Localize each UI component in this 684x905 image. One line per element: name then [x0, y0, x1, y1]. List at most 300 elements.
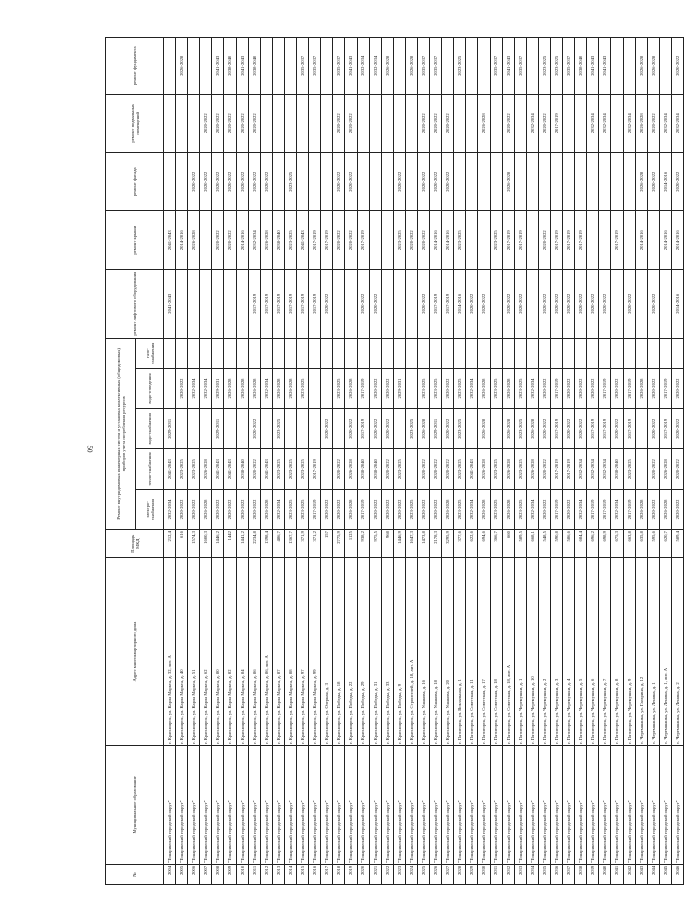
cell-elec: 2020-2022	[671, 489, 683, 529]
cell-facade	[321, 153, 333, 211]
cell-address: г. Красноярск, ул. Карла Маркса, д. 62	[200, 558, 212, 746]
cell-lift	[345, 269, 357, 338]
cell-address: г. Пятигорск, ул. Советская, д. 11	[466, 558, 478, 746]
cell-heat: 2026-2028	[659, 449, 671, 489]
cell-num: 2024	[405, 864, 417, 884]
cell-address: г. Красноярск, ул. Победы, д. 18	[333, 558, 345, 746]
cell-area: 660	[502, 530, 514, 558]
col-gas-header: газо-снабжения	[136, 338, 164, 368]
table-row	[393, 38, 405, 885]
cell-municipality: "Тонаринский городской округ"	[647, 745, 659, 864]
cell-roof	[526, 211, 538, 269]
cell-gas	[671, 338, 683, 368]
table-row	[212, 38, 224, 885]
cell-heat	[635, 449, 647, 489]
cell-foundation: 2035-2037	[563, 38, 575, 95]
cell-basement	[369, 94, 381, 152]
cell-num: 2041	[611, 864, 623, 884]
cell-elec: 2020-2022	[188, 489, 200, 529]
cell-sewage: 2029-2031	[212, 368, 224, 408]
cell-basement: 2020-2022	[212, 94, 224, 152]
cell-elec: 2020-2022	[393, 489, 405, 529]
cell-facade	[272, 153, 284, 211]
cell-sewage: 2020-2022	[647, 368, 659, 408]
cell-gas	[236, 338, 248, 368]
cell-foundation	[393, 38, 405, 95]
cell-gas	[176, 338, 188, 368]
cell-roof: 2020-2022	[417, 211, 429, 269]
cell-lift: 2020-2022	[357, 269, 369, 338]
cell-area: 1441,2	[236, 530, 248, 558]
cell-foundation: 2038-2040	[248, 38, 260, 95]
cell-gas	[611, 338, 623, 368]
cell-area: 371,2	[309, 530, 321, 558]
cell-roof	[381, 211, 393, 269]
cell-roof: 2020-2022	[345, 211, 357, 269]
cell-cold-water: 2017-2019	[587, 409, 599, 449]
cell-municipality: "Тонаринский городской округ"	[164, 745, 176, 864]
cell-num: 2037	[563, 864, 575, 884]
cell-address: г. Красноярск, ул. Карла Маркса, д. 86	[248, 558, 260, 746]
cell-basement	[272, 94, 284, 152]
cell-elec: 2026-2028	[502, 489, 514, 529]
cell-elec: 2020-2022	[333, 489, 345, 529]
cell-municipality: "Тонаринский городской округ"	[236, 745, 248, 864]
cell-basement	[260, 94, 272, 152]
cell-sewage: 2023-2025	[514, 368, 526, 408]
cell-basement: 2032-2034	[659, 94, 671, 152]
cell-roof: 2017-2019	[551, 211, 563, 269]
cell-gas	[659, 338, 671, 368]
cell-municipality: "Тонаринский городской округ"	[430, 745, 442, 864]
cell-heat: 2041-2043	[212, 449, 224, 489]
cell-address: г. Красноярск, ул. Карла Маркса, д. 80	[212, 558, 224, 746]
cell-address: г. Пятигорск, ул. Черемушки, д. 5	[575, 558, 587, 746]
table-row	[176, 38, 188, 885]
cell-lift: 2020-2022	[647, 269, 659, 338]
cell-area: 366,7	[490, 530, 502, 558]
cell-roof: 2014-2016	[430, 211, 442, 269]
cell-heat: 2020-2022	[430, 449, 442, 489]
cell-cold-water	[393, 409, 405, 449]
cell-gas	[599, 338, 611, 368]
cell-facade	[575, 153, 587, 211]
col-roof-header: ремонт крыши	[106, 211, 164, 269]
table-row	[417, 38, 429, 885]
cell-foundation: 2032-2034	[357, 38, 369, 95]
cell-sewage: 2026-2028	[284, 368, 296, 408]
cell-cold-water: 2017-2019	[659, 409, 671, 449]
cell-sewage: 2020-2022	[587, 368, 599, 408]
cell-facade	[309, 153, 321, 211]
cell-basement	[393, 94, 405, 152]
cell-foundation: 2026-2028	[647, 38, 659, 95]
cell-foundation	[284, 38, 296, 95]
table-row	[538, 38, 550, 885]
cell-sewage: 2020-2022	[442, 368, 454, 408]
cell-lift	[236, 269, 248, 338]
col-municipality-header: Муниципальное образование	[106, 745, 164, 864]
col-cold-water-header: водо-снабжения	[136, 409, 164, 449]
table-row	[309, 38, 321, 885]
cell-foundation: 2041-2043	[599, 38, 611, 95]
cell-lift: 2020-2022	[587, 269, 599, 338]
cell-sewage: 2026-2028	[248, 368, 260, 408]
cell-roof: 2014-2016	[442, 211, 454, 269]
cell-municipality: "Тонаринский городской округ"	[212, 745, 224, 864]
cell-foundation: 2038-2040	[575, 38, 587, 95]
cell-cold-water	[176, 409, 188, 449]
cell-cold-water: 2017-2019	[357, 409, 369, 449]
cell-gas	[297, 338, 309, 368]
cell-address: г. Красноярск, ул. Озерная, д. 3	[321, 558, 333, 746]
cell-num: 2009	[224, 864, 236, 884]
cell-address: г. Пятигорск, ул. Черемушки, д. 4	[563, 558, 575, 746]
cell-address: г. Пятигорск, ул. Черемушки, д. 9	[623, 558, 635, 746]
cell-gas	[393, 338, 405, 368]
cell-num: 2021	[369, 864, 381, 884]
cell-address: г. Пятигорск, ул. Вокзальная, д. 1	[454, 558, 466, 746]
table-row	[611, 38, 623, 885]
cell-heat: 2020-2022	[647, 449, 659, 489]
cell-num: 2026	[430, 864, 442, 884]
cell-lift: 2020-2022	[369, 269, 381, 338]
cell-basement: 2026-2028	[635, 94, 647, 152]
cell-gas	[575, 338, 587, 368]
cell-roof: 2017-2019	[563, 211, 575, 269]
cell-heat: 2023-2025	[454, 449, 466, 489]
cell-basement	[514, 94, 526, 152]
cell-foundation	[526, 38, 538, 95]
cell-basement: 2020-2022	[442, 94, 454, 152]
cell-elec: 2020-2022	[647, 489, 659, 529]
cell-facade: 2020-2022	[248, 153, 260, 211]
cell-num: 2036	[551, 864, 563, 884]
cell-address: г. Пятигорск, ул. Черемушки, д. 2	[538, 558, 550, 746]
cell-sewage: 2026-2028	[345, 368, 357, 408]
cell-facade	[369, 153, 381, 211]
cell-elec: 2026-2028	[345, 489, 357, 529]
cell-municipality: "Тонаринский городской округ"	[526, 745, 538, 864]
cell-municipality: "Тонаринский городской округ"	[260, 745, 272, 864]
cell-cold-water: 2020-2022	[369, 409, 381, 449]
cell-heat: 2017-2019	[309, 449, 321, 489]
cell-heat: 2026-2028	[526, 449, 538, 489]
cell-num: 2029	[466, 864, 478, 884]
cell-elec: 2020-2022	[417, 489, 429, 529]
cell-gas	[345, 338, 357, 368]
cell-num: 2045	[659, 864, 671, 884]
cell-municipality: "Тонаринский городской округ"	[466, 745, 478, 864]
cell-cold-water: 2029-2031	[212, 409, 224, 449]
cell-address: г. Красноярск, ул. Карла Маркса, д. 97	[297, 558, 309, 746]
cell-address: г. Красноярск, ул. Карла Маркса, д. 32, лит. А	[164, 558, 176, 746]
table-row	[381, 38, 393, 885]
cell-sewage: 2017-2019	[623, 368, 635, 408]
cell-heat: 2041-2043	[260, 449, 272, 489]
table-row	[284, 38, 296, 885]
cell-lift: 2014-2016	[454, 269, 466, 338]
cell-elec: 2023-2025	[284, 489, 296, 529]
cell-num: 2028	[454, 864, 466, 884]
cell-roof: 2017-2019	[502, 211, 514, 269]
cell-municipality: "Тонаринский городской округ"	[514, 745, 526, 864]
cell-lift	[200, 269, 212, 338]
cell-elec: 2017-2019	[599, 489, 611, 529]
table-row	[236, 38, 248, 885]
cell-sewage: 2032-2034	[526, 368, 538, 408]
cell-area: 1647,3	[405, 530, 417, 558]
cell-facade: 2020-2022	[212, 153, 224, 211]
cell-foundation: 2035-2037	[297, 38, 309, 95]
cell-municipality: "Тонаринский городской округ"	[176, 745, 188, 864]
cell-area: 663,8	[623, 530, 635, 558]
cell-heat: 2020-2022	[671, 449, 683, 489]
cell-basement	[381, 94, 393, 152]
cell-num: 2017	[321, 864, 333, 884]
table-row	[514, 38, 526, 885]
cell-lift	[333, 269, 345, 338]
cell-basement: 2020-2022	[430, 94, 442, 152]
cell-elec: 2026-2028	[659, 489, 671, 529]
cell-heat: 2032-2034	[587, 449, 599, 489]
cell-heat: 2020-2022	[248, 449, 260, 489]
cell-num: 2008	[212, 864, 224, 884]
cell-num: 2020	[357, 864, 369, 884]
cell-area: 2234,8	[248, 530, 260, 558]
cell-lift: 2020-2022	[599, 269, 611, 338]
table-row	[297, 38, 309, 885]
cell-gas	[647, 338, 659, 368]
cell-foundation: 2023-2025	[551, 38, 563, 95]
cell-area: 635,8	[635, 530, 647, 558]
cell-cold-water: 2023-2025	[272, 409, 284, 449]
cell-municipality: "Тонаринский городской округ"	[635, 745, 647, 864]
cell-municipality: "Тонаринский городской округ"	[490, 745, 502, 864]
cell-foundation: 2041-2043	[587, 38, 599, 95]
cell-address: г. Пятигорск, ул. Черемушки, д. 8	[611, 558, 623, 746]
cell-sewage: 2026-2028	[272, 368, 284, 408]
cell-elec: 2023-2025	[405, 489, 417, 529]
cell-area: 1367,7	[284, 530, 296, 558]
cell-gas	[417, 338, 429, 368]
cell-gas	[357, 338, 369, 368]
cell-gas	[405, 338, 417, 368]
cell-cold-water: 2026-2028	[478, 409, 490, 449]
cell-lift	[490, 269, 502, 338]
table-row	[224, 38, 236, 885]
cell-cold-water: 2020-2022	[563, 409, 575, 449]
cell-sewage: 2020-2022	[538, 368, 550, 408]
cell-gas	[369, 338, 381, 368]
cell-elec: 2020-2022	[369, 489, 381, 529]
cell-municipality: "Тонаринский городской округ"	[405, 745, 417, 864]
cell-cold-water	[200, 409, 212, 449]
cell-basement	[309, 94, 321, 152]
cell-sewage: 2026-2028	[635, 368, 647, 408]
cell-municipality: "Тонаринский городской округ"	[575, 745, 587, 864]
cell-num: 2043	[635, 864, 647, 884]
cell-facade: 2020-2022	[188, 153, 200, 211]
cell-area: 696,2	[587, 530, 599, 558]
cell-area: 486,7	[272, 530, 284, 558]
cell-heat: 2023-2025	[490, 449, 502, 489]
table-row	[659, 38, 671, 885]
cell-cold-water	[333, 409, 345, 449]
table-row	[248, 38, 260, 885]
cell-address: г. Пятигорск, ул. Черемушки, д. 3	[551, 558, 563, 746]
cell-facade	[538, 153, 550, 211]
cell-basement: 2032-2034	[599, 94, 611, 152]
cell-area: 1446,2	[212, 530, 224, 558]
cell-gas	[381, 338, 393, 368]
cell-basement: 2020-2022	[538, 94, 550, 152]
rotated-page	[105, 37, 684, 885]
cell-facade	[454, 153, 466, 211]
cell-facade	[611, 153, 623, 211]
cell-sewage: 2017-2019	[659, 368, 671, 408]
cell-gas	[260, 338, 272, 368]
cell-roof: 2017-2019	[611, 211, 623, 269]
cell-municipality: "Тонаринский городской округ"	[599, 745, 611, 864]
cell-area: 157	[321, 530, 333, 558]
cell-sewage: 2026-2028	[224, 368, 236, 408]
cell-heat: 2020-2022	[417, 449, 429, 489]
repair-schedule-table	[105, 37, 684, 885]
cell-num: 2013	[272, 864, 284, 884]
cell-heat: 2017-2019	[551, 449, 563, 489]
cell-foundation	[188, 38, 200, 95]
cell-basement	[164, 94, 176, 152]
cell-lift: 2020-2022	[514, 269, 526, 338]
table-row	[200, 38, 212, 885]
cell-num: 2034	[526, 864, 538, 884]
table-row	[551, 38, 563, 885]
cell-facade	[381, 153, 393, 211]
cell-gas	[321, 338, 333, 368]
cell-num: 2004	[164, 864, 176, 884]
cell-lift: 2020-2022	[538, 269, 550, 338]
cell-cold-water: 2017-2019	[599, 409, 611, 449]
cell-cold-water: 2017-2019	[551, 409, 563, 449]
cell-area: 371,9	[297, 530, 309, 558]
table-row	[478, 38, 490, 885]
cell-basement: 2032-2034	[671, 94, 683, 152]
cell-lift	[224, 269, 236, 338]
cell-basement	[176, 94, 188, 152]
cell-elec: 2026-2028	[635, 489, 647, 529]
cell-heat: 2020-2022	[333, 449, 345, 489]
cell-gas	[526, 338, 538, 368]
cell-facade	[490, 153, 502, 211]
cell-facade	[176, 153, 188, 211]
cell-municipality: "Тонаринский городской округ"	[200, 745, 212, 864]
cell-gas	[164, 338, 176, 368]
cell-foundation: 2035-2037	[309, 38, 321, 95]
cell-facade	[551, 153, 563, 211]
col-area-header: Площадь МКД	[106, 530, 164, 558]
table-row	[321, 38, 333, 885]
cell-basement: 2020-2022	[236, 94, 248, 152]
cell-lift	[393, 269, 405, 338]
cell-heat: 2023-2025	[514, 449, 526, 489]
cell-sewage: 2032-2034	[188, 368, 200, 408]
cell-roof: 2023-2025	[393, 211, 405, 269]
cell-elec: 2017-2019	[309, 489, 321, 529]
cell-roof	[623, 211, 635, 269]
cell-area: 1446,9	[393, 530, 405, 558]
cell-gas	[284, 338, 296, 368]
cell-cold-water	[236, 409, 248, 449]
cell-lift: 2020-2022	[575, 269, 587, 338]
cell-lift: 2041-2043	[164, 269, 176, 338]
cell-heat: 2026-2028	[200, 449, 212, 489]
cell-gas	[430, 338, 442, 368]
cell-gas	[333, 338, 345, 368]
cell-municipality: "Тонаринский городской округ"	[224, 745, 236, 864]
cell-municipality: "Тонаринский городской округ"	[454, 745, 466, 864]
cell-cold-water: 2026-2028	[502, 409, 514, 449]
cell-area: 938,2	[357, 530, 369, 558]
cell-foundation: 2035-2037	[430, 38, 442, 95]
cell-area: 1574,3	[188, 530, 200, 558]
cell-sewage	[321, 368, 333, 408]
cell-area: 595,6	[647, 530, 659, 558]
col-heat-header: тепло-снабжения	[136, 449, 164, 489]
cell-cold-water	[466, 409, 478, 449]
cell-foundation: 2041-2043	[345, 38, 357, 95]
cell-gas	[514, 338, 526, 368]
col-num-header: №	[106, 864, 164, 884]
cell-elec: 2017-2019	[357, 489, 369, 529]
cell-roof: 2023-2025	[284, 211, 296, 269]
cell-heat: 2032-2034	[575, 449, 587, 489]
cell-foundation: 2026-2028	[405, 38, 417, 95]
cell-address: г. Красноярск, ул. Победы, д. 22	[345, 558, 357, 746]
cell-gas	[272, 338, 284, 368]
cell-heat: 2038-2040	[369, 449, 381, 489]
cell-sewage: 2026-2028	[502, 368, 514, 408]
cell-sewage: 2020-2022	[381, 368, 393, 408]
table-row	[466, 38, 478, 885]
cell-municipality: "Тонаринский городской округ"	[393, 745, 405, 864]
cell-facade: 2014-2016	[659, 153, 671, 211]
cell-cold-water	[490, 409, 502, 449]
cell-num: 2010	[236, 864, 248, 884]
cell-foundation: 2026-2028	[381, 38, 393, 95]
cell-num: 2022	[381, 864, 393, 884]
cell-lift: 2020-2022	[502, 269, 514, 338]
cell-heat: 2020-2022	[381, 449, 393, 489]
cell-lift: 2017-2019	[430, 269, 442, 338]
table-body	[164, 38, 684, 885]
cell-cold-water: 2029-2031	[164, 409, 176, 449]
cell-basement: 2020-2022	[200, 94, 212, 152]
cell-roof: 2041-2043	[164, 211, 176, 269]
cell-num: 2015	[297, 864, 309, 884]
cell-municipality: "Тонаринский городской округ"	[502, 745, 514, 864]
cell-sewage: 2023-2025	[490, 368, 502, 408]
utilities-group-header: Ремонт внутридомовых инженерных систем и установка коллективных (общедомовых) приборов учета потребления ресурсов	[106, 338, 136, 530]
cell-elec: 2026-2028	[442, 489, 454, 529]
cell-cold-water: 2020-2022	[248, 409, 260, 449]
cell-roof: 2014-2016	[659, 211, 671, 269]
cell-lift: 2020-2022	[551, 269, 563, 338]
cell-cold-water: 2023-2025	[514, 409, 526, 449]
cell-heat	[405, 449, 417, 489]
cell-area: 1473,8	[417, 530, 429, 558]
cell-num: 2027	[442, 864, 454, 884]
